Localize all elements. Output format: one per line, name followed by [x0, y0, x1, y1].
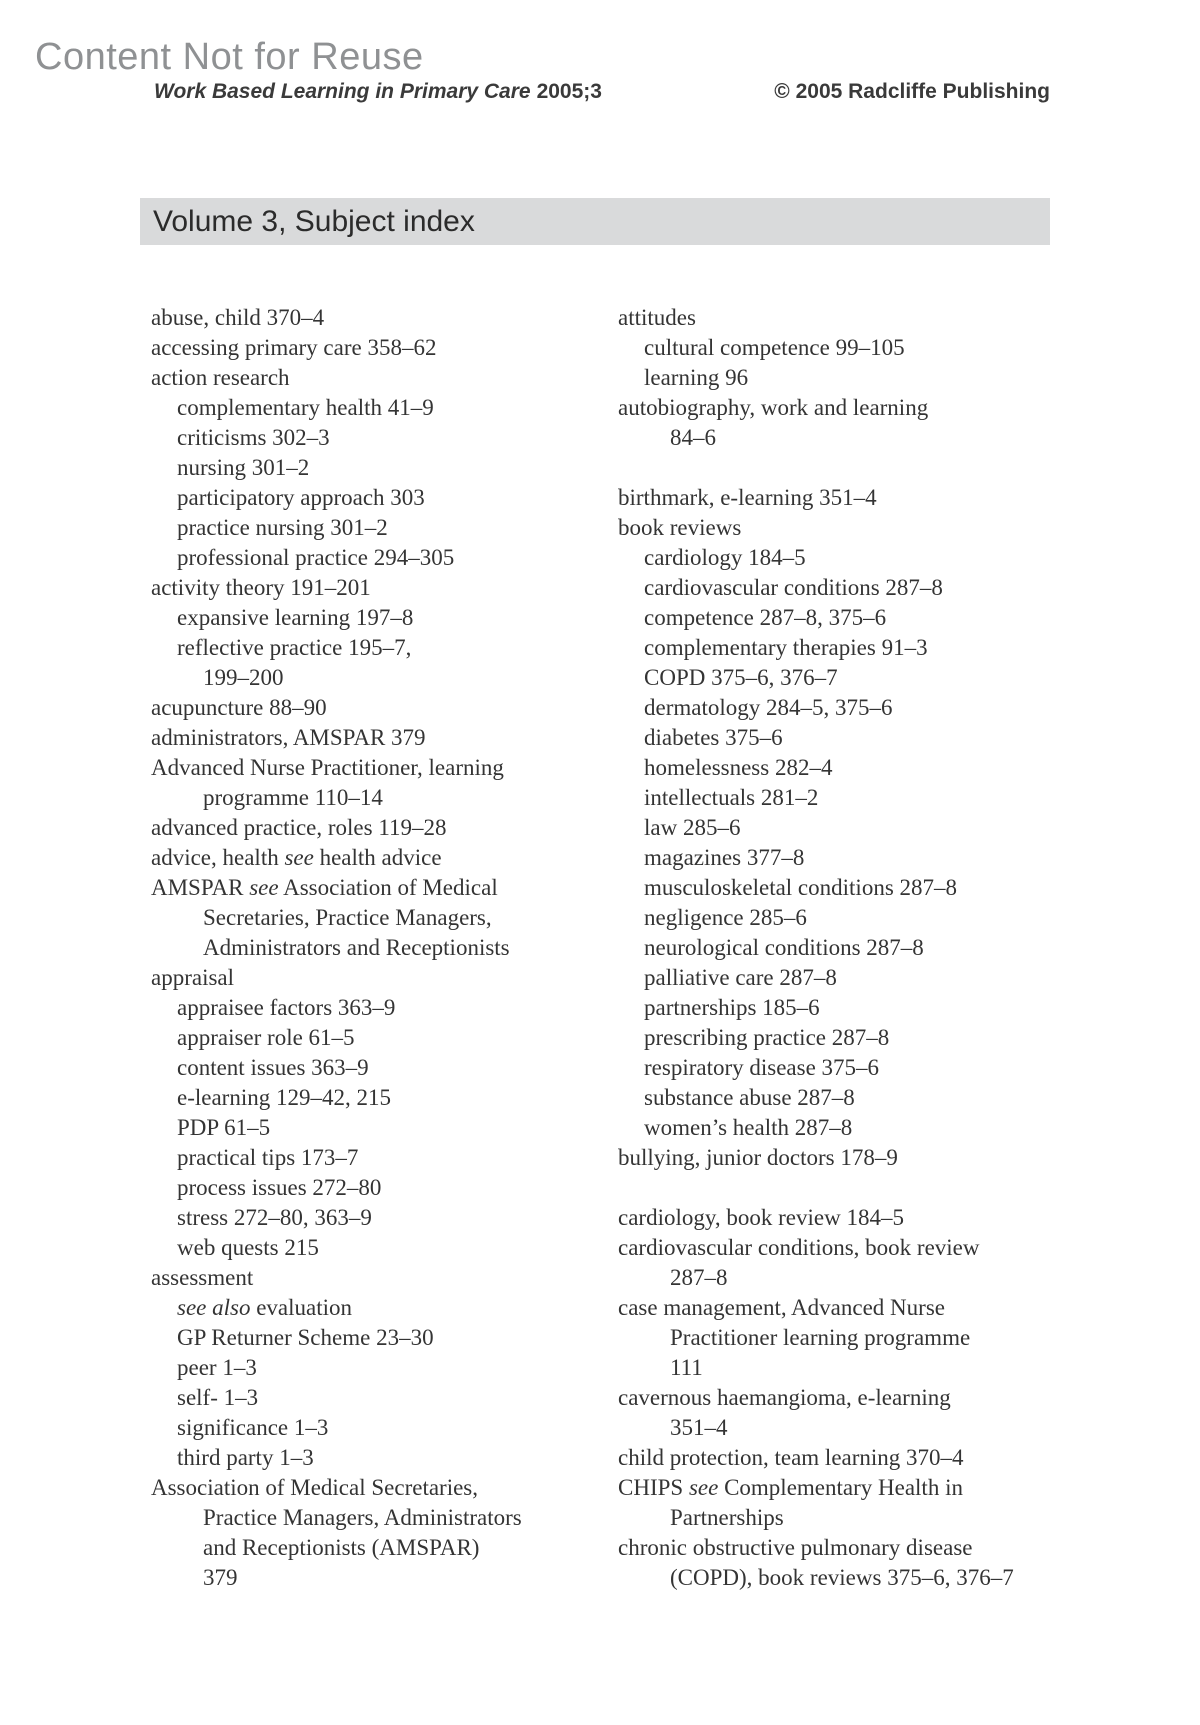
index-entry: musculoskeletal conditions 287–8 — [644, 875, 958, 900]
index-entry: practical tips 173–7 — [177, 1145, 359, 1170]
index-entry: Partnerships — [670, 1505, 784, 1530]
index-entry: Practice Managers, Administrators — [203, 1505, 522, 1530]
index-entry: 351–4 — [670, 1415, 728, 1440]
index-entry: acupuncture 88–90 — [151, 695, 327, 720]
index-entry: birthmark, e-learning 351–4 — [618, 485, 877, 510]
index-entry: prescribing practice 287–8 — [644, 1025, 890, 1050]
index-entry: administrators, AMSPAR 379 — [151, 725, 426, 750]
journal-reference — [154, 80, 602, 104]
index-entry: significance 1–3 — [177, 1415, 329, 1440]
index-entry: cardiology, book review 184–5 — [618, 1205, 904, 1230]
index-entry: content issues 363–9 — [177, 1055, 369, 1080]
index-entry: homelessness 282–4 — [644, 755, 833, 780]
index-entry: cardiovascular conditions, book review — [618, 1235, 980, 1260]
index-entry: advanced practice, roles 119–28 — [151, 815, 447, 840]
index-entry: appraisee factors 363–9 — [177, 995, 396, 1020]
index-entry: cultural competence 99–105 — [644, 335, 905, 360]
index-entry: appraisal — [151, 965, 235, 990]
index-entry: autobiography, work and learning — [618, 395, 929, 420]
index-entry: accessing primary care 358–62 — [151, 335, 437, 360]
index-entry: 84–6 — [670, 425, 716, 450]
index-column-left — [151, 303, 601, 1593]
index-entry: dermatology 284–5, 375–6 — [644, 695, 893, 720]
journal-issue: 2005;3 — [536, 80, 602, 103]
index-entry: book reviews — [618, 515, 742, 540]
index-entry: expansive learning 197–8 — [177, 605, 414, 630]
index-entry: cardiovascular conditions 287–8 — [644, 575, 943, 600]
index-entry: e-learning 129–42, 215 — [177, 1085, 391, 1110]
index-entry: palliative care 287–8 — [644, 965, 837, 990]
index-entry: (COPD), book reviews 375–6, 376–7 — [670, 1565, 1014, 1590]
index-entry: programme 110–14 — [203, 785, 383, 810]
index-entry: 199–200 — [203, 665, 284, 690]
index-entry: case management, Advanced Nurse — [618, 1295, 945, 1320]
index-blank-line — [618, 1173, 1088, 1203]
index-entry: appraiser role 61–5 — [177, 1025, 355, 1050]
index-entry: criticisms 302–3 — [177, 425, 330, 450]
section-title: Volume 3, Subject index — [153, 204, 475, 238]
index-entry: self- 1–3 — [177, 1385, 259, 1410]
index-entry: Practitioner learning programme — [670, 1325, 971, 1350]
index-entry: 111 — [670, 1355, 703, 1380]
index-entry: and Receptionists (AMSPAR) — [203, 1535, 480, 1560]
index-entry: chronic obstructive pulmonary disease — [618, 1535, 973, 1560]
index-entry: bullying, junior doctors 178–9 — [618, 1145, 898, 1170]
index-entry: web quests 215 — [177, 1235, 319, 1260]
index-entry: cavernous haemangioma, e-learning — [618, 1385, 951, 1410]
index-entry: advice, health see health advice — [151, 845, 442, 870]
index-entry: AMSPAR see Association of Medical — [151, 875, 498, 900]
index-entry: complementary health 41–9 — [177, 395, 434, 420]
index-entry: Secretaries, Practice Managers, — [203, 905, 492, 930]
index-entry: attitudes — [618, 305, 696, 330]
index-entry: professional practice 294–305 — [177, 545, 455, 570]
index-entry: third party 1–3 — [177, 1445, 314, 1470]
index-blank-line — [618, 453, 1088, 483]
index-entry: intellectuals 281–2 — [644, 785, 819, 810]
index-entry: neurological conditions 287–8 — [644, 935, 924, 960]
index-entry: abuse, child 370–4 — [151, 305, 325, 330]
index-entry: Advanced Nurse Practitioner, learning — [151, 755, 504, 780]
copyright-notice: © 2005 Radcliffe Publishing — [774, 80, 1050, 103]
index-entry: 287–8 — [670, 1265, 728, 1290]
index-entry: learning 96 — [644, 365, 749, 390]
index-entry: peer 1–3 — [177, 1355, 257, 1380]
journal-title: Work Based Learning in Primary Care — [154, 80, 531, 103]
index-entry: see also evaluation — [177, 1295, 353, 1320]
page-header — [154, 80, 1050, 104]
index-entry: COPD 375–6, 376–7 — [644, 665, 838, 690]
index-entry: law 285–6 — [644, 815, 741, 840]
index-entry: cardiology 184–5 — [644, 545, 806, 570]
index-entry: negligence 285–6 — [644, 905, 807, 930]
index-entry: magazines 377–8 — [644, 845, 805, 870]
index-entry: substance abuse 287–8 — [644, 1085, 855, 1110]
index-entry: 379 — [203, 1565, 238, 1590]
index-entry: participatory approach 303 — [177, 485, 425, 510]
index-entry: process issues 272–80 — [177, 1175, 382, 1200]
index-entry: practice nursing 301–2 — [177, 515, 388, 540]
index-entry: Administrators and Receptionists — [203, 935, 510, 960]
index-entry: activity theory 191–201 — [151, 575, 371, 600]
index-entry: PDP 61–5 — [177, 1115, 271, 1140]
index-entry: child protection, team learning 370–4 — [618, 1445, 964, 1470]
index-entry: assessment — [151, 1265, 254, 1290]
index-entry: partnerships 185–6 — [644, 995, 820, 1020]
index-entry: stress 272–80, 363–9 — [177, 1205, 372, 1230]
index-entry: diabetes 375–6 — [644, 725, 783, 750]
index-entry: Association of Medical Secretaries, — [151, 1475, 478, 1500]
index-entry: nursing 301–2 — [177, 455, 310, 480]
index-entry: reflective practice 195–7, — [177, 635, 412, 660]
index-entry: complementary therapies 91–3 — [644, 635, 928, 660]
index-entry: women’s health 287–8 — [644, 1115, 853, 1140]
index-entry: action research — [151, 365, 290, 390]
index-entry: GP Returner Scheme 23–30 — [177, 1325, 434, 1350]
index-column-right — [618, 303, 1088, 1593]
index-entry: CHIPS see Complementary Health in — [618, 1475, 963, 1500]
section-title-banner — [140, 198, 1050, 245]
index-entry: competence 287–8, 375–6 — [644, 605, 887, 630]
index-entry: respiratory disease 375–6 — [644, 1055, 880, 1080]
watermark-text: Content Not for Reuse — [35, 36, 424, 78]
